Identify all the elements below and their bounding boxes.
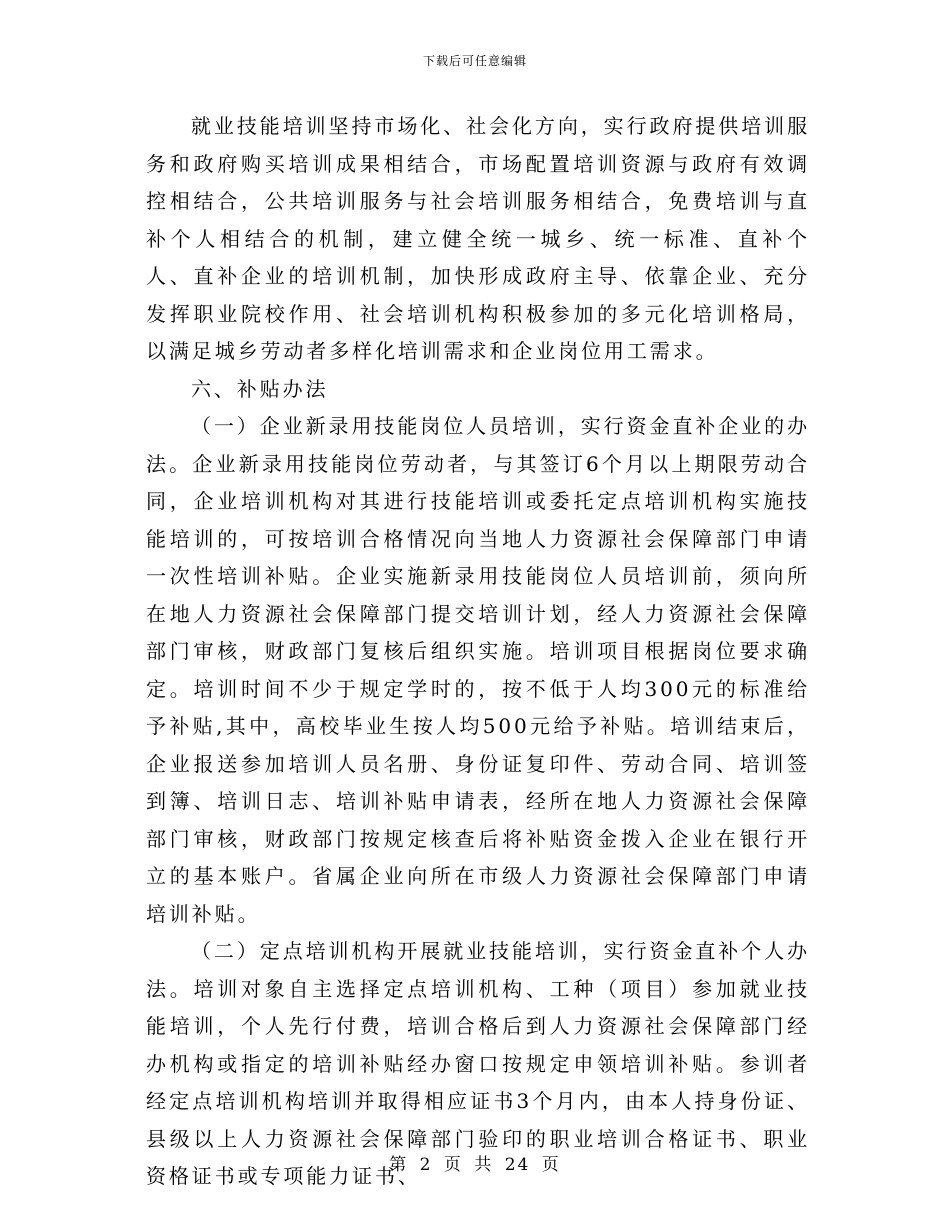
paragraph-individual-subsidy: （二）定点培训机构开展就业技能培训，实行资金直补个人办法。培训对象自主选择定点培训机构、工种（项目）参加就业技能培训，个人先行付费，培训合格后到人力资源社会保障部门经办机构或指定的培训补贴经办窗口按规定申领培训补贴。参训者经定点培训机构培训并取得相应证书3个月内，由本人持身份证、县级以上人力资源社会保障部门验印的职业培训合格证书、职业资格证书或专项能力证书、 bbox=[146, 939, 810, 1188]
page-number-footer: 第 2 页 共 24 页 bbox=[389, 1155, 561, 1175]
paragraph-training-principles: 就业技能培训坚持市场化、社会化方向，实行政府提供培训服务和政府购买培训成果相结合，市场配置培训资源与政府有效调控相结合，公共培训服务与社会培训服务相结合，免费培训与直补个人相结合的机制，建立健全统一城乡、统一标准、直补个人、直补企业的培训机制，加快形成政府主导、依靠企业、充分发挥职业院校作用、社会培训机构积极参加的多元化培训格局，以满足城乡劳动者多样化培训需求和企业岗位用工需求。 bbox=[146, 114, 810, 363]
document-body bbox=[146, 108, 810, 1196]
paragraph-enterprise-subsidy: （一）企业新录用技能岗位人员培训，实行资金直补企业的办法。企业新录用技能岗位劳动者，与其签订6个月以上期限劳动合同，企业培训机构对其进行技能培训或委托定点培训机构实施技能培训的，可按培训合格情况向当地人力资源社会保障部门申请一次性培训补贴。企业实施新录用技能岗位人员培训前，须向所在地人力资源社会保障部门提交培训计划，经人力资源社会保障部门审核，财政部门复核后组织实施。培训项目根据岗位要求确定。培训时间不少于规定学时的，按不低于人均300元的标准给予补贴,其中，高校毕业生按人均500元给予补贴。培训结束后，企业报送参加培训人员名册、身份证复印件、劳动合同、培训签到簿、培训日志、培训补贴申请表，经所在地人力资源社会保障部门审核，财政部门按规定核查后将补贴资金拨入企业在银行开立的基本账户。省属企业向所在市级人力资源社会保障部门申请培训补贴。 bbox=[146, 414, 810, 926]
page-header-note: 下载后可任意编辑 bbox=[422, 54, 527, 68]
section-heading-subsidy-methods: 六、补贴办法 bbox=[191, 376, 329, 401]
